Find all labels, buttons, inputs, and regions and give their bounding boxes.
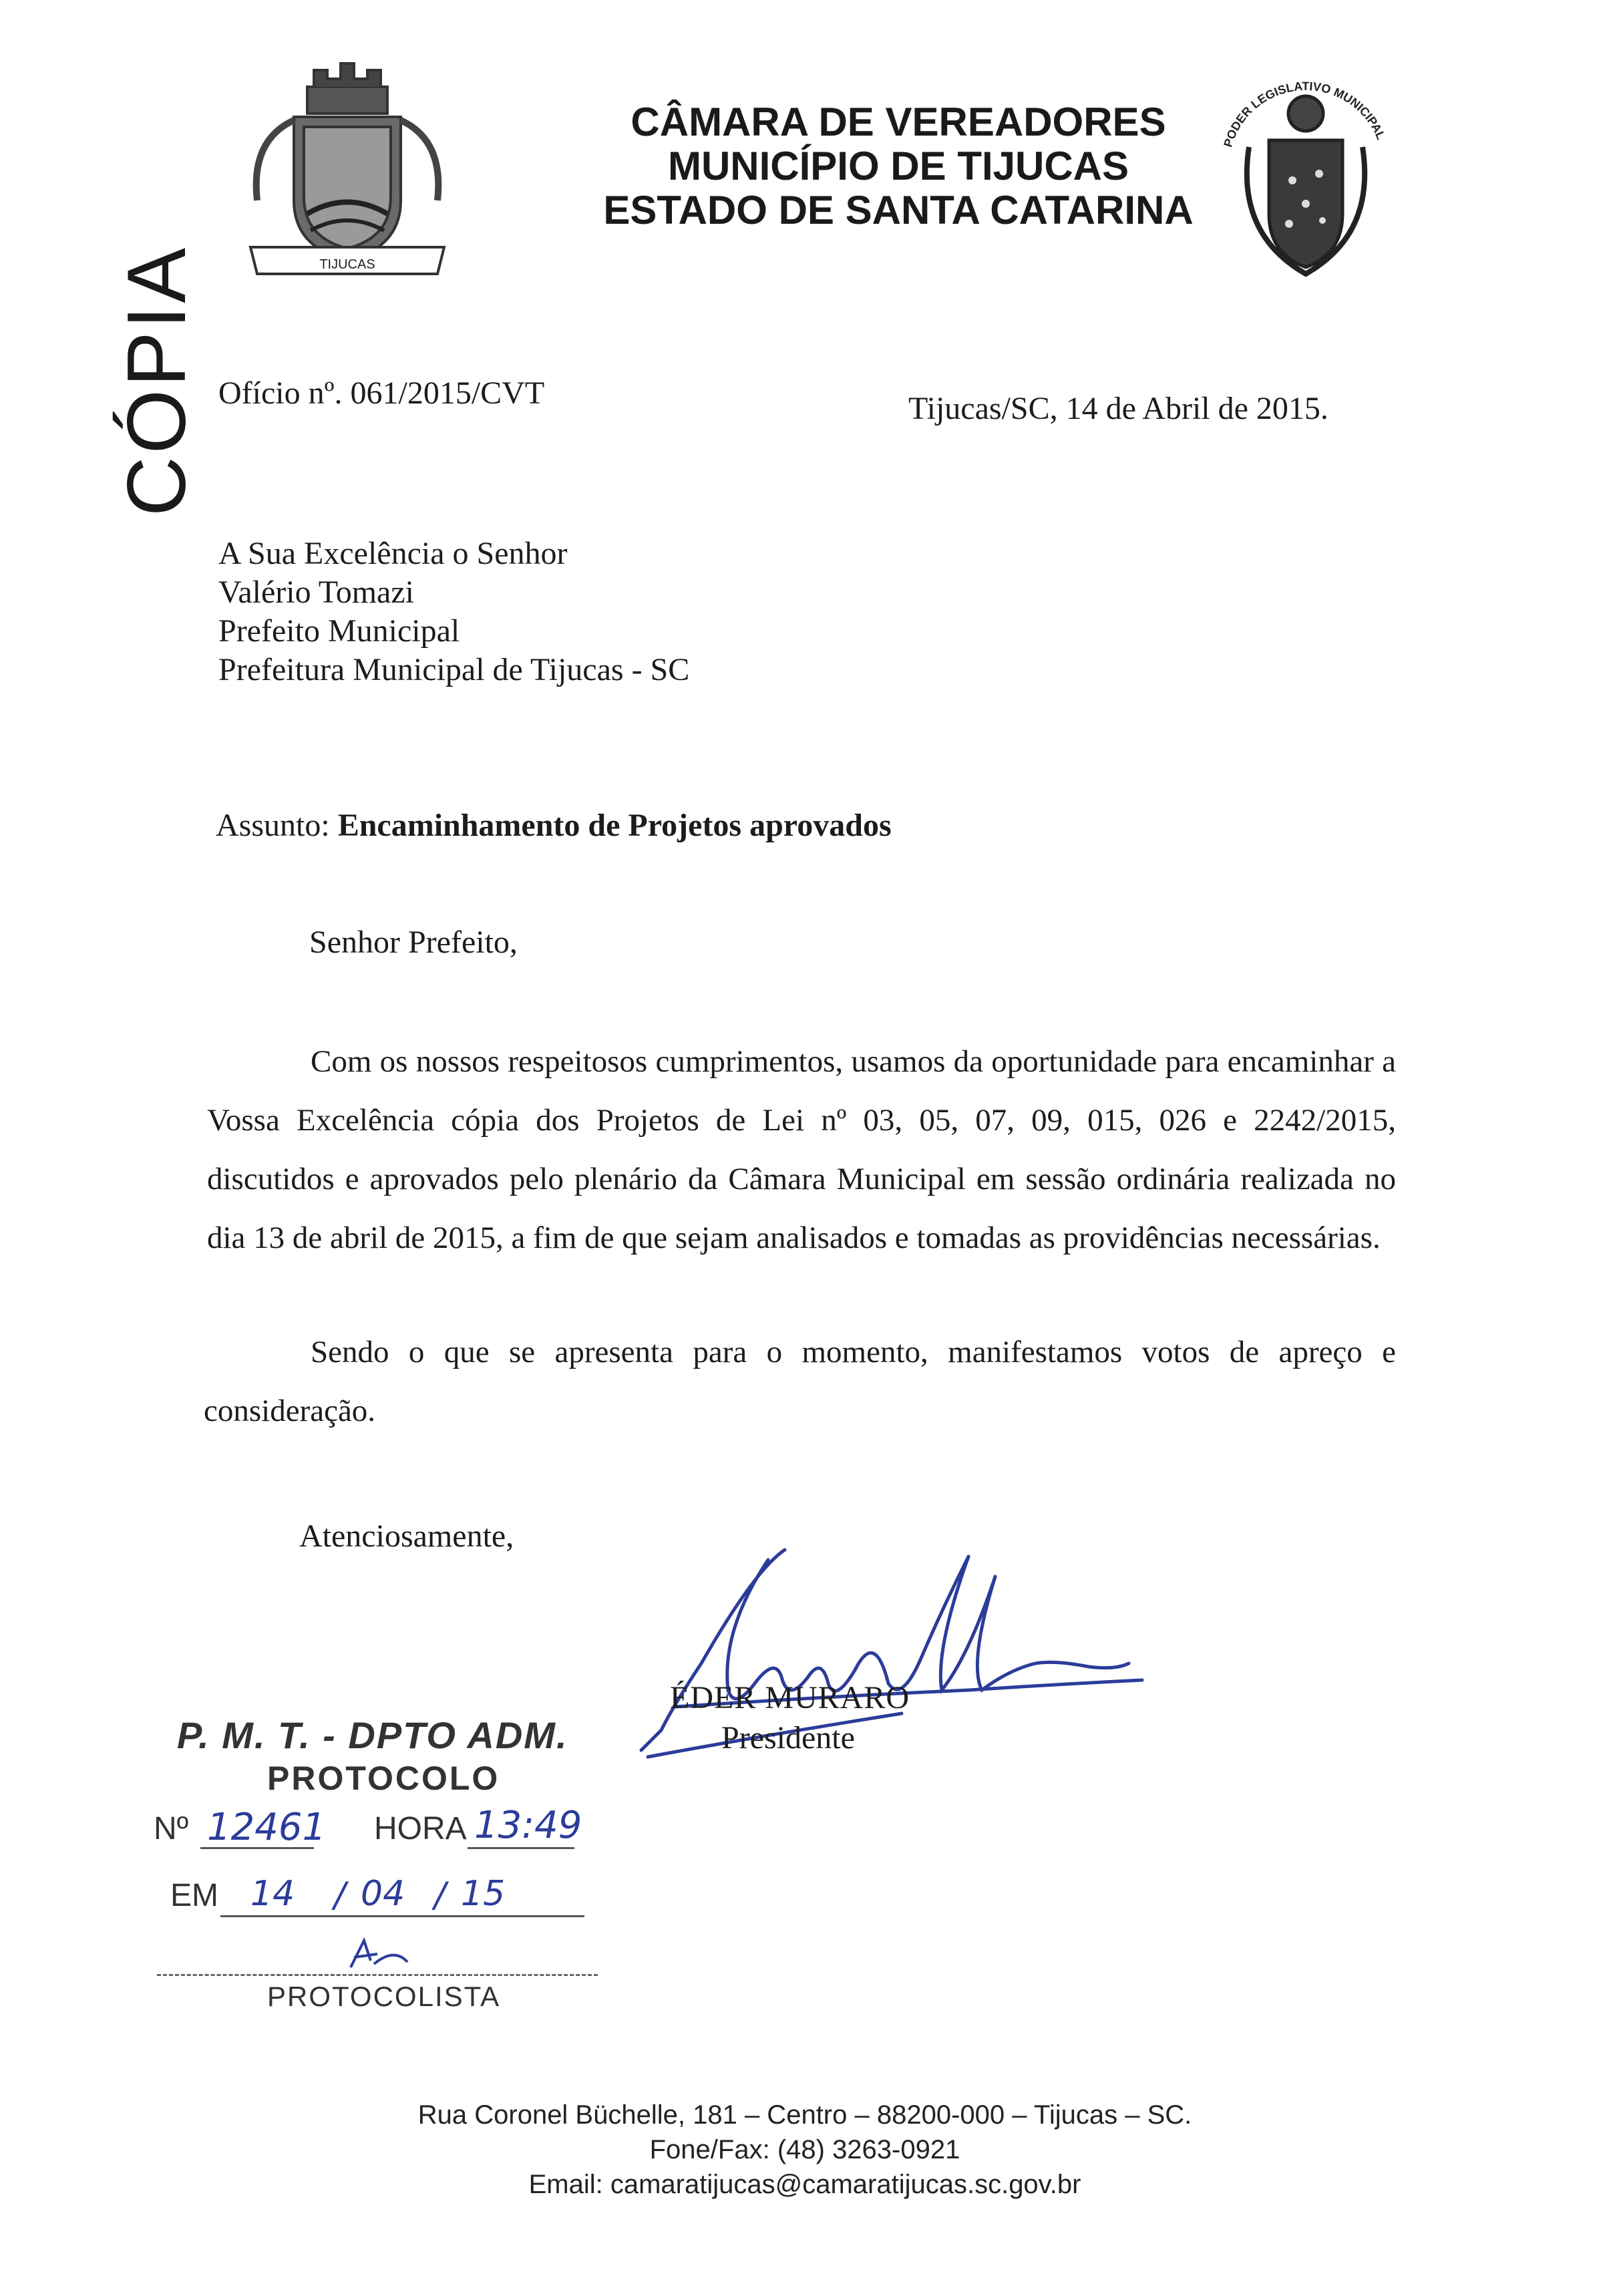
copy-stamp: CÓPIA [111,245,203,516]
letterhead-line-2: MUNICÍPIO DE TIJUCAS [667,144,1129,188]
protocol-date-separator: / [334,1875,346,1915]
subject-text: Encaminhamento de Projetos aprovados [337,808,892,843]
body-paragraph-2: Sendo o que se apresenta para o momento, manifestamos votos de apreço e consideração. [204,1335,1396,1428]
protocol-date-day: 14 [250,1874,295,1914]
subject-line [216,806,892,845]
protocol-date-underline [220,1915,584,1917]
recipient-line: A Sua Excelência o Senhor [218,536,568,571]
protocol-date-label: EM [170,1878,218,1913]
subject-label: Assunto: [216,808,330,843]
salutation: Senhor Prefeito, [309,925,518,960]
footer-phone: Fone/Fax: (48) 3263-0921 [649,2135,960,2164]
footer-address: Rua Coronel Büchelle, 181 – Centro – 88200-000 – Tijucas – SC. [417,2100,1192,2130]
protocol-date-separator: / [434,1875,446,1915]
footer [254,2098,1356,2202]
signature [621,1530,1155,1764]
footer-email: Email: camaratijucas@camaratijucas.sc.gov.br [528,2170,1081,2199]
place-date: Tijucas/SC, 14 de Abril de 2015. [908,391,1328,426]
crest-motto: TIJUCAS [319,257,375,272]
seal-ring-text: PODER LEGISLATIVO MUNICIPAL [1221,79,1388,149]
protocol-number-label: Nº [154,1811,189,1846]
protocol-stamp-header: P. M. T. - DPTO ADM. [177,1714,568,1756]
letterhead-line-1: CÂMARA DE VEREADORES [631,100,1166,144]
signer-title: Presidente [721,1720,855,1756]
signer-name: ÉDER MURARO [670,1680,910,1715]
municipal-coat-of-arms-icon [230,47,464,287]
letter-reference: Ofício nº. 061/2015/CVT [218,375,545,411]
protocol-number-value: 12461 [207,1806,327,1849]
recipient-block [218,534,689,689]
protocol-date-month: 04 [361,1874,405,1914]
closing: Atenciosamente, [299,1518,514,1554]
body-paragraph-1: Com os nossos respeitosos cumprimentos, usamos da oportunidade para encaminhar a Vossa Excelência cópia dos Projetos de Lei nº 03, 05, 07, 09, 015, 026 e 2242/2015, discutidos e aprovados pelo plenário da Câmara Municipal em sessão ordinária realizada no dia 13 de abril de 2015, a fim de que sejam analisados e tomadas as providências necessárias. [207,1044,1396,1255]
letterhead-line-3: ESTADO DE SANTA CATARINA [603,188,1194,232]
letterhead [534,100,1262,232]
recipient-line: Valério Tomazi [218,575,414,610]
protocol-stamp-title: PROTOCOLO [267,1760,500,1797]
legislative-seal-icon [1209,60,1403,291]
protocol-clerk-line [157,1974,598,1976]
recipient-line: Prefeito Municipal [218,613,460,649]
clerk-initials [341,1934,414,1974]
protocol-clerk-label: PROTOCOLISTA [267,1981,501,2012]
protocol-stamp [154,1713,608,2027]
protocol-hour-label: HORA [374,1811,467,1846]
protocol-hour-underline [468,1847,574,1849]
protocol-hour-value: 13:49 [474,1804,582,1847]
recipient-line: Prefeitura Municipal de Tijucas - SC [218,652,690,687]
protocol-date-year: 15 [461,1874,506,1914]
